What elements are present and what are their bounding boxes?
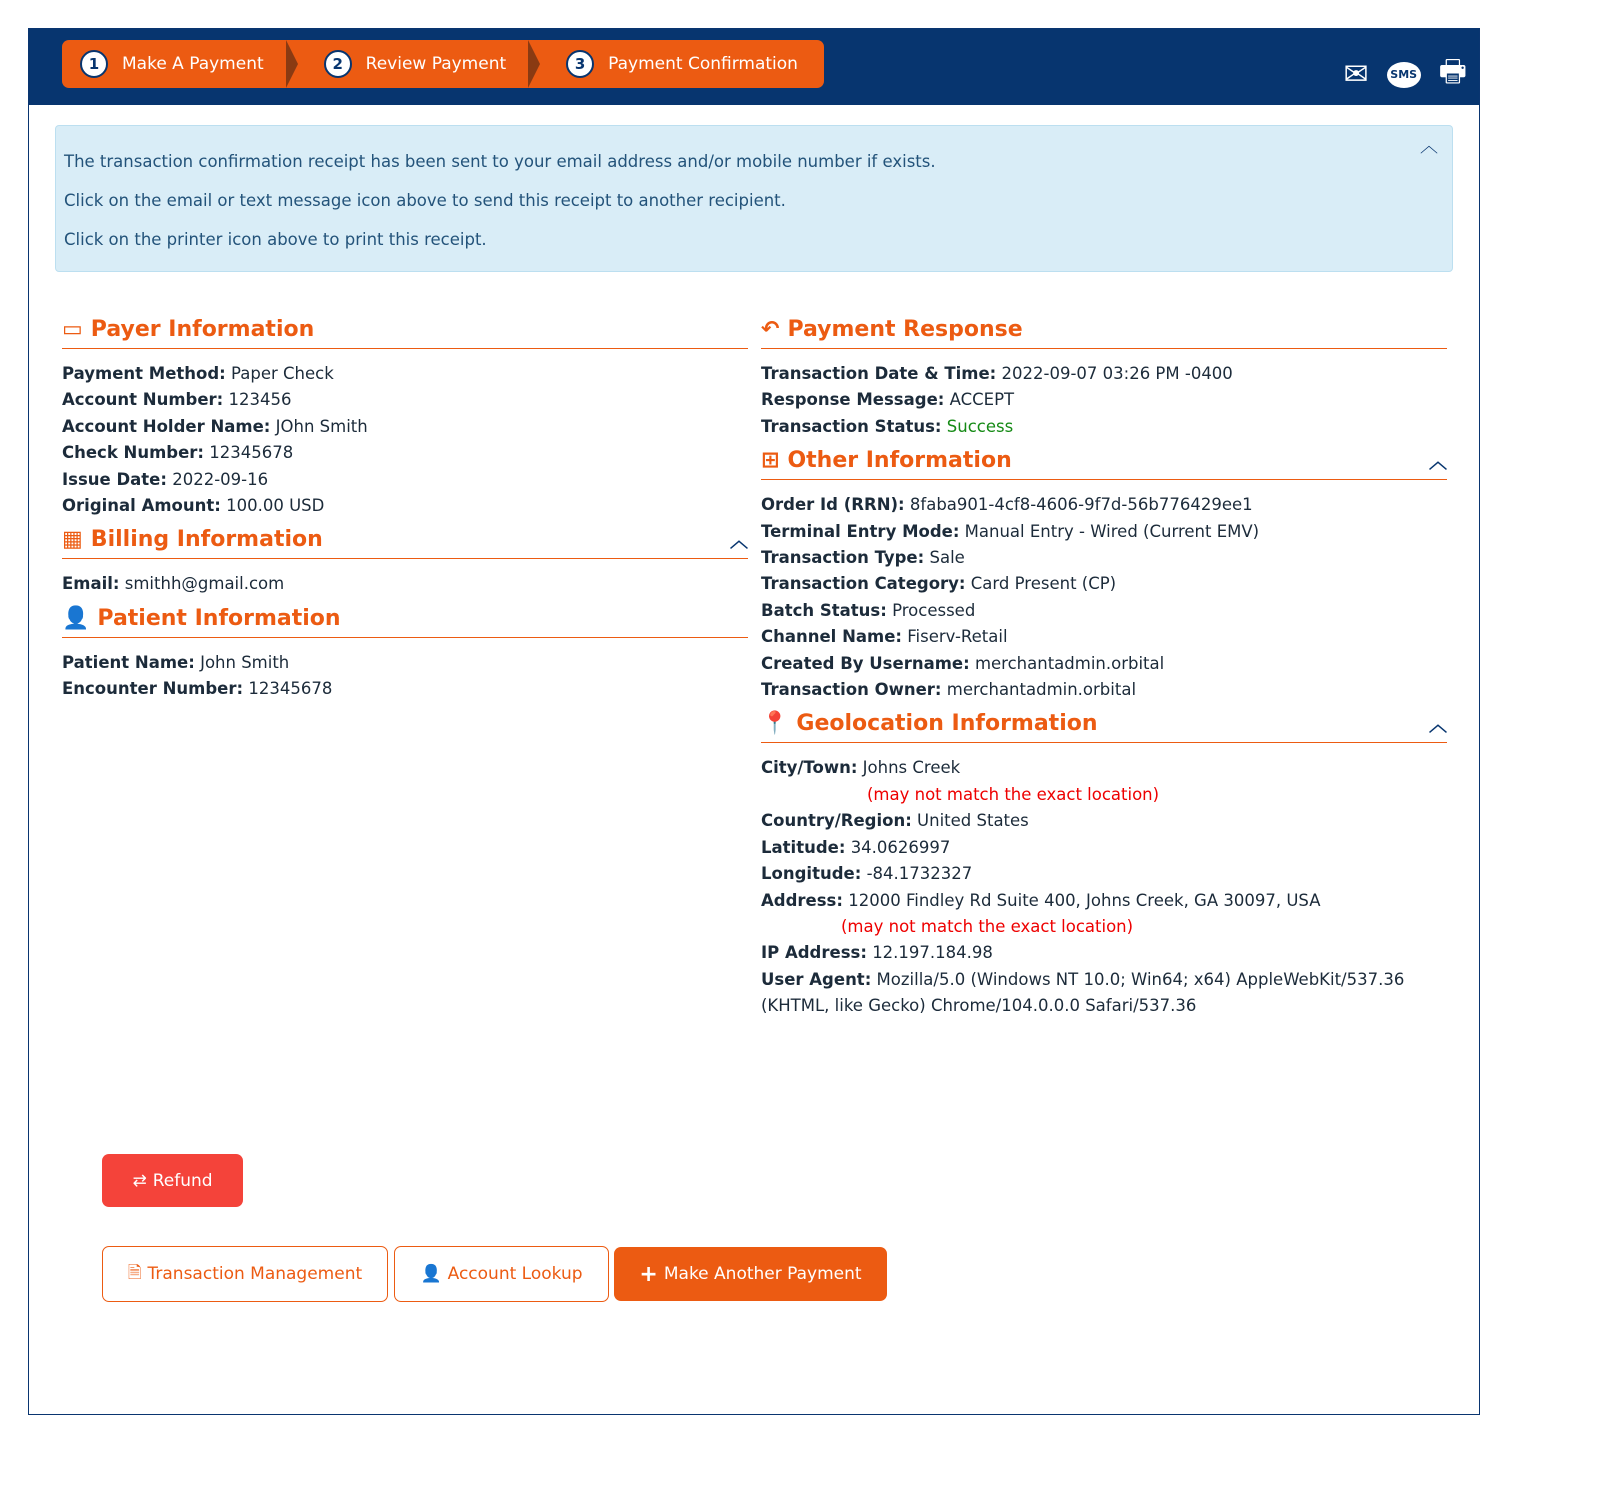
section-title: Other Information bbox=[787, 448, 1012, 474]
section-title: Payment Response bbox=[787, 317, 1023, 342]
sms-icon[interactable]: SMS bbox=[1387, 62, 1421, 88]
patient-rows bbox=[62, 650, 748, 703]
info-row: Created By Username: merchantadmin.orbital bbox=[761, 653, 1165, 673]
plus-square-icon: ⊞ bbox=[761, 448, 780, 474]
swap-icon: ⇄ bbox=[132, 1170, 147, 1191]
user-icon: 👤 bbox=[62, 605, 90, 631]
section-title: Payer Information bbox=[90, 317, 315, 342]
location-note: (may not match the exact location) bbox=[841, 916, 1134, 936]
chevron-up-icon[interactable]: ︿ bbox=[1420, 136, 1438, 157]
button-label: Transaction Management bbox=[147, 1264, 363, 1284]
response-section-title bbox=[761, 317, 1447, 349]
geo-section-title bbox=[761, 711, 1447, 743]
info-row: Transaction Type: Sale bbox=[761, 548, 965, 568]
info-row: Issue Date: 2022-09-16 bbox=[62, 469, 269, 489]
payer-rows bbox=[62, 361, 748, 519]
section-title: Geolocation Information bbox=[796, 711, 1098, 737]
step-number: 1 bbox=[80, 50, 108, 78]
refund-button[interactable] bbox=[102, 1154, 243, 1207]
step-label: Payment Confirmation bbox=[608, 54, 798, 74]
reply-icon: ↶ bbox=[761, 317, 780, 342]
section-title: Billing Information bbox=[90, 527, 323, 553]
info-row: Batch Status: Processed bbox=[761, 600, 976, 620]
info-row: Original Amount: 100.00 USD bbox=[62, 496, 325, 516]
step-wizard bbox=[62, 40, 824, 88]
status-success: Success bbox=[946, 416, 1014, 436]
email-icon[interactable]: ✉ bbox=[1343, 57, 1369, 92]
button-label: Refund bbox=[152, 1170, 213, 1191]
building-icon: ▦ bbox=[62, 527, 83, 553]
info-alert bbox=[55, 125, 1453, 272]
info-row: Transaction Status: Success bbox=[761, 416, 1014, 436]
info-row: City/Town: Johns Creek bbox=[761, 758, 961, 778]
info-row: Latitude: 34.0626997 bbox=[761, 837, 951, 857]
chevron-up-icon[interactable]: ︿ bbox=[1429, 452, 1447, 474]
info-row: Channel Name: Fiserv-Retail bbox=[761, 627, 1008, 647]
step-number: 3 bbox=[566, 50, 594, 78]
info-row: Response Message: ACCEPT bbox=[761, 390, 1015, 410]
billing-rows bbox=[62, 571, 748, 597]
info-row: Account Number: 123456 bbox=[62, 390, 292, 410]
credit-card-icon: ▭ bbox=[62, 317, 83, 342]
info-row: Transaction Category: Card Present (CP) bbox=[761, 574, 1117, 594]
other-section-title bbox=[761, 448, 1447, 480]
button-label: Make Another Payment bbox=[663, 1264, 862, 1284]
account-lookup-button[interactable] bbox=[394, 1246, 609, 1302]
section-title: Patient Information bbox=[97, 605, 341, 631]
info-row: Address: 12000 Findley Rd Suite 400, Johns Creek, GA 30097, USA bbox=[761, 890, 1321, 910]
chevron-up-icon[interactable]: ︿ bbox=[730, 531, 748, 553]
payer-section-title bbox=[62, 317, 748, 349]
info-row: Payment Method: Paper Check bbox=[62, 364, 334, 383]
location-note: (may not match the exact location) bbox=[867, 784, 1160, 804]
info-row: Transaction Owner: merchantadmin.orbital bbox=[761, 680, 1137, 700]
step-label: Make A Payment bbox=[122, 54, 264, 74]
info-row: Order Id (RRN): 8faba901-4cf8-4606-9f7d-56b776429ee1 bbox=[761, 495, 1253, 515]
make-another-payment-button[interactable] bbox=[614, 1247, 887, 1301]
transaction-management-button[interactable] bbox=[102, 1246, 388, 1302]
step-payment-confirmation[interactable] bbox=[532, 40, 824, 88]
left-column bbox=[62, 317, 748, 703]
info-row: Country/Region: United States bbox=[761, 811, 1029, 831]
info-row: Transaction Date & Time: 2022-09-07 03:26 PM -0400 bbox=[761, 364, 1233, 383]
info-row: User Agent: Mozilla/5.0 (Windows NT 10.0; Win64; x64) AppleWebKit/537.36 (KHTML, like Gecko) Chrome/104.0.0.0 Safari/537.36 bbox=[761, 969, 1405, 1016]
step-review-payment[interactable] bbox=[290, 40, 532, 88]
info-row: Patient Name: John Smith bbox=[62, 652, 290, 672]
map-pin-icon: 📍 bbox=[761, 711, 789, 737]
button-label: Account Lookup bbox=[447, 1264, 583, 1284]
step-number: 2 bbox=[324, 50, 352, 78]
info-row: Check Number: 12345678 bbox=[62, 443, 294, 463]
plus-icon: + bbox=[639, 1261, 658, 1287]
right-column bbox=[761, 317, 1447, 1020]
receipt-panel bbox=[28, 28, 1480, 1415]
receipt-icon: 🗎 bbox=[127, 1262, 142, 1283]
info-text: Click on the email or text message icon above to send this receipt to another recipient. bbox=[64, 191, 786, 210]
chevron-up-icon[interactable]: ︿ bbox=[1429, 715, 1447, 737]
info-row: Longitude: -84.1732327 bbox=[761, 864, 973, 884]
info-row: Email: smithh@gmail.com bbox=[62, 574, 285, 594]
info-text: Click on the printer icon above to print this receipt. bbox=[64, 230, 487, 249]
info-row: Terminal Entry Mode: Manual Entry - Wired (Current EMV) bbox=[761, 521, 1260, 541]
header-bar bbox=[29, 29, 1479, 105]
info-row: Account Holder Name: JOhn Smith bbox=[62, 416, 368, 436]
info-row: Encounter Number: 12345678 bbox=[62, 679, 333, 699]
info-text: The transaction confirmation receipt has been sent to your email address and/or mobile number if exists. bbox=[64, 152, 936, 171]
billing-section-title bbox=[62, 527, 748, 559]
print-icon[interactable]: 🖶 bbox=[1438, 54, 1467, 89]
user-lookup-icon: 👤 bbox=[420, 1264, 442, 1284]
patient-section-title bbox=[62, 606, 748, 638]
step-make-payment[interactable] bbox=[62, 40, 290, 88]
step-label: Review Payment bbox=[365, 54, 507, 74]
info-row: IP Address: 12.197.184.98 bbox=[761, 943, 993, 963]
other-rows bbox=[761, 492, 1447, 703]
